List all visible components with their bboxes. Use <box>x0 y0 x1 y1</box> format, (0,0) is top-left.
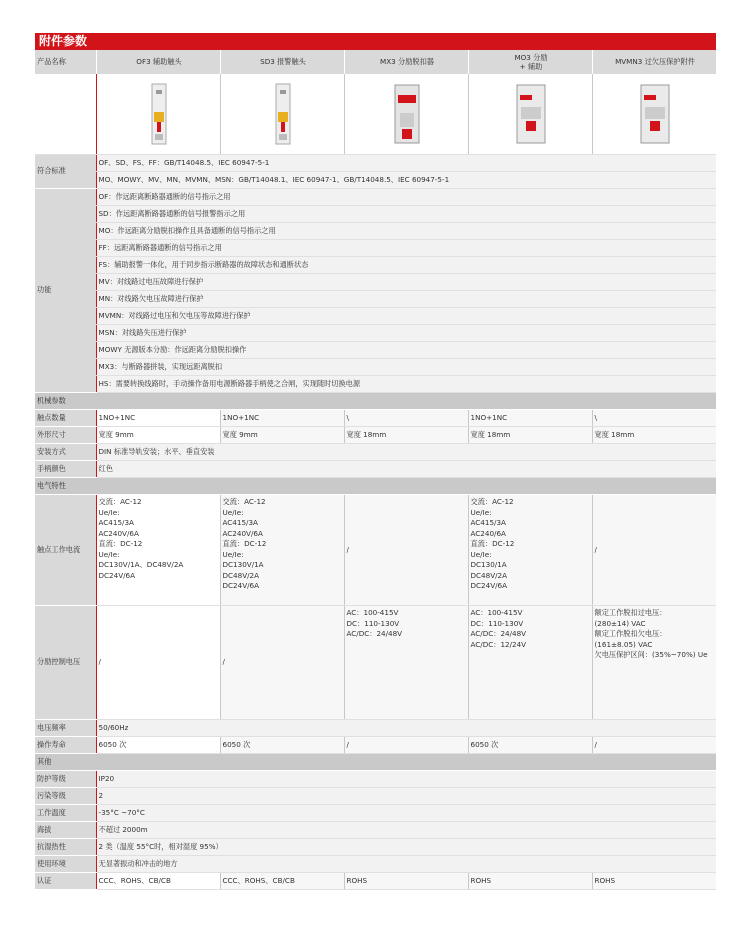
cell: 6050 次 <box>468 737 592 754</box>
function-line: MVMN：对线路过电压和欠电压等故障进行保护 <box>96 308 716 325</box>
row-label: 功能 <box>35 189 96 393</box>
section-header: 其他 <box>35 754 716 771</box>
product-name: MVMN3 过欠压保护附件 <box>592 50 716 74</box>
standard-line: MO、MOWY、MV、MN、MVMN、MSN：GB/T14048.1、IEC 60947-1、GB/T14048.5、IEC 60947-5-1 <box>96 172 716 189</box>
row-label: 外形尺寸 <box>35 427 96 444</box>
product-image <box>468 74 592 155</box>
row-label: 使用环境 <box>35 856 96 873</box>
cell: 宽度 18mm <box>468 427 592 444</box>
function-line: OF：作远距离断路器通断的信号指示之用 <box>96 189 716 206</box>
cell: DIN 标准导轨安装；水平、垂直安装 <box>96 444 716 461</box>
function-line: MSN：对线路失压进行保护 <box>96 325 716 342</box>
product-image <box>220 74 344 155</box>
cell: / <box>344 737 468 754</box>
product-image <box>96 74 220 155</box>
cell: / <box>220 606 344 720</box>
section-header: 机械参数 <box>35 393 716 410</box>
cell: \ <box>592 410 716 427</box>
name-label: 产品名称 <box>35 50 96 74</box>
section-header: 电气特性 <box>35 478 716 495</box>
cell: / <box>96 606 220 720</box>
function-line: MX3：与断路器拼装，实现远距离脱扣 <box>96 359 716 376</box>
row-label: 抗湿热性 <box>35 839 96 856</box>
function-line: MV：对线路过电压故障进行保护 <box>96 274 716 291</box>
cell: 宽度 18mm <box>592 427 716 444</box>
cell: 6050 次 <box>96 737 220 754</box>
header-row <box>35 50 716 74</box>
row-label: 防护等级 <box>35 771 96 788</box>
row-label: 认证 <box>35 873 96 890</box>
cell: 交流：AC-12 Ue/Ie: AC415/3A AC240V/6A 直流：DC-12 Ue/Ie: DC130V/1A、DC48V/2A DC24V/6A <box>96 495 220 606</box>
accessory-params-sheet <box>35 33 716 890</box>
standard-line: OF、SD、FS、FF：GB/T14048.5、IEC 60947-5-1 <box>96 155 716 172</box>
row-label: 工作温度 <box>35 805 96 822</box>
cell: 宽度 9mm <box>96 427 220 444</box>
cell: 1NO+1NC <box>468 410 592 427</box>
row-label: 触点工作电流 <box>35 495 96 606</box>
cell: 6050 次 <box>220 737 344 754</box>
row-label: 手柄颜色 <box>35 461 96 478</box>
cell: / <box>592 737 716 754</box>
cell: 红色 <box>96 461 716 478</box>
product-image <box>592 74 716 155</box>
cell: / <box>592 495 716 606</box>
function-line: MO：作远距离分励脱扣操作且具备通断的信号指示之用 <box>96 223 716 240</box>
row-label: 海拔 <box>35 822 96 839</box>
cell: 交流：AC-12 Ue/Ie: AC415/3A AC240/6A 直流：DC-12 Ue/Ie: DC130/1A DC48V/2A DC24V/6A <box>468 495 592 606</box>
cell: CCC、ROHS、CB/CB <box>220 873 344 890</box>
function-line: HS：需要转换线路时，手动操作备用电源断路器手柄使之合闸，实现随时切换电源 <box>96 376 716 393</box>
cell: 1NO+1NC <box>96 410 220 427</box>
cell: 无显著振动和冲击的地方 <box>96 856 716 873</box>
cell: 2 类（温度 55°C时，相对湿度 95%） <box>96 839 716 856</box>
row-label: 触点数量 <box>35 410 96 427</box>
row-label: 安装方式 <box>35 444 96 461</box>
cell: IP20 <box>96 771 716 788</box>
function-line: MOWY 无源版本分励：作远距离分励脱扣操作 <box>96 342 716 359</box>
product-image <box>344 74 468 155</box>
cell: \ <box>344 410 468 427</box>
cell: ROHS <box>468 873 592 890</box>
cell: 交流：AC-12 Ue/Ie: AC415/3A AC240V/6A 直流：DC-12 Ue/Ie: DC130V/1A DC48V/2A DC24V/6A <box>220 495 344 606</box>
cell: -35°C ~70°C <box>96 805 716 822</box>
row-label: 电压频率 <box>35 720 96 737</box>
row-label: 符合标准 <box>35 155 96 189</box>
cell: AC：100-415V DC：110-130V AC/DC：24/48V AC/DC：12/24V <box>468 606 592 720</box>
cell: ROHS <box>344 873 468 890</box>
row-label: 分励控制电压 <box>35 606 96 720</box>
row-label: 操作寿命 <box>35 737 96 754</box>
cell: 额定工作脱扣过电压： (280±14) VAC 额定工作脱扣欠电压： (161±8.05) VAC 欠电压保护区间：(35%~70%) Ue <box>592 606 716 720</box>
cell: 宽度 18mm <box>344 427 468 444</box>
function-line: FS：辅助报警一体化，用于同步指示断路器的故障状态和通断状态 <box>96 257 716 274</box>
product-name: SD3 报警触头 <box>220 50 344 74</box>
cell: 50/60Hz <box>96 720 716 737</box>
cell: 1NO+1NC <box>220 410 344 427</box>
function-line: FF：远距离断路器通断的信号指示之用 <box>96 240 716 257</box>
function-line: MN：对线路欠电压故障进行保护 <box>96 291 716 308</box>
function-line: SD：作远距离断路器通断的信号报警指示之用 <box>96 206 716 223</box>
cell: / <box>344 495 468 606</box>
cell: ROHS <box>592 873 716 890</box>
cell: 不超过 2000m <box>96 822 716 839</box>
product-name: OF3 辅助触头 <box>96 50 220 74</box>
product-name: MX3 分励脱扣器 <box>344 50 468 74</box>
cell: AC：100-415V DC：110-130V AC/DC：24/48V <box>344 606 468 720</box>
cell: CCC、ROHS、CB/CB <box>96 873 220 890</box>
product-name: MO3 分励 + 辅助 <box>468 50 592 74</box>
cell: 宽度 9mm <box>220 427 344 444</box>
section-title: 附件参数 <box>35 33 716 50</box>
row-label: 污染等级 <box>35 788 96 805</box>
cell: 2 <box>96 788 716 805</box>
params-table <box>35 50 717 890</box>
product-image-row <box>35 74 716 155</box>
